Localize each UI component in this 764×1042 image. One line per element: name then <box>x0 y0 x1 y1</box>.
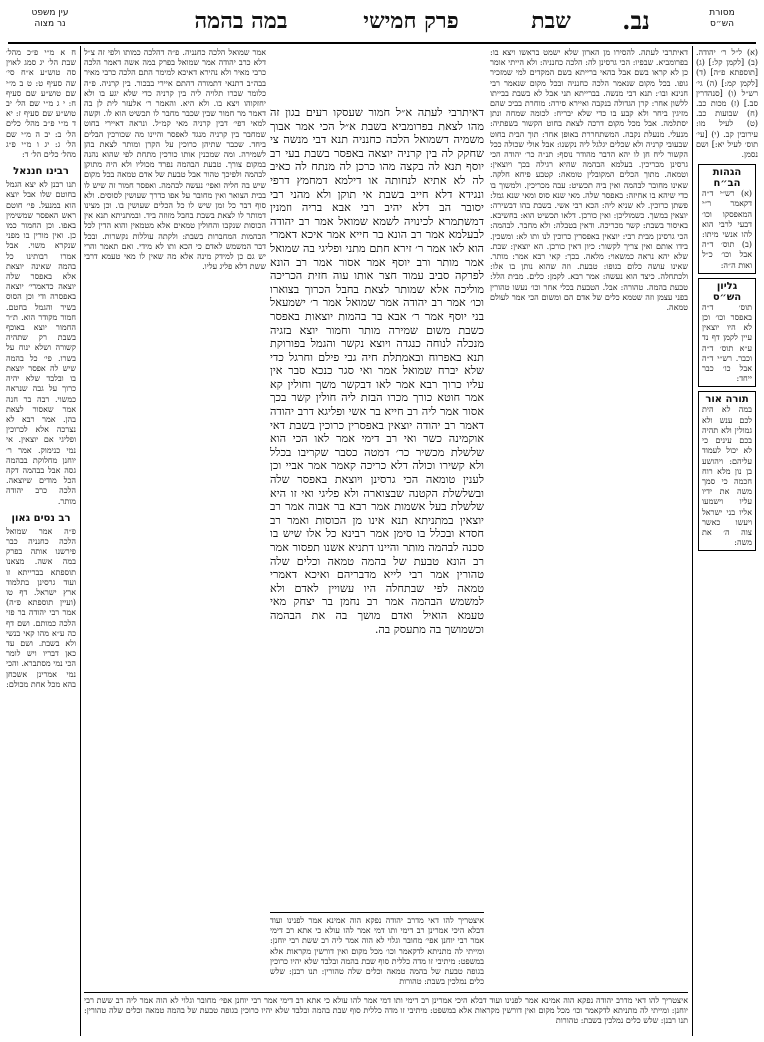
hagahot-title: הגהות הב״ח <box>712 167 742 190</box>
chapter-number: פרק חמישי <box>363 8 459 34</box>
ein-mishpat-text: ח א מ״י פ״כ מהל׳ שבת הל׳ יג סמג לאוין סה טוש״ע א״ח סי׳ שה סעיף ט: ט ב מ״י שם טוש״ע שם סעיף ח: י ג מ״י שם הל׳ יב טוש״ע שם סעיף ז: יא ד מ״י פ״ב מהל׳ כלים הל׳ ב: יב ה מ״י שם הל׳ ג: יג ו מ״י פ״ג מהל׳ כלים הל׳ ד: <box>6 48 76 160</box>
gemara-bottom-divider <box>270 912 484 913</box>
gemara-column <box>270 106 484 906</box>
gilyon-title: גליון הש״ס <box>712 280 742 303</box>
torah-or-text: במה לא הית לכם ענש ולא גמולין ולא תהיה בכם עינים כי לא יכול לעמוד עליהם: ויהושע בן נון מלא רוח חכמה כי סמך משה את ידיו עליו וישמעו אליו בני ישראל ויעשו כאשר צוה ה׳ את משה: <box>702 405 752 548</box>
gemara-bottom <box>270 916 484 988</box>
gemara-text: דאיתרבי לעתה א״ל חמור שעסקו רעים בגון זה מהו לצאת בפרומביא בשבת א״ל הכי אמר אבוך משמיה דשמואל הלכה כחנניה תנא דבי מנשה צי שחקק לה בין קרניה יוצאה באפסר בשבת בעי רב יוסף תנא לה בקצה מהו כרכן לה מנתח לה כאיב לה לא אתיא לנחותה או דילמא דמחמץ דרפי ונגידא דלא חייב בשבת אי תוקן ולא מהני רבי יסובר הב דלא יהיב רבי אבא בריה וזמנין דמשתמרא לכינויה לשמא שמואל אמר רב יהודה לבעלמא אמר רב הונא בר חייא אמר איכא דאמרי הוא לאו אמר ר׳ זירא חתם מתני ופליגי בה שמואל אמר מותר ורב יוסף אמר אסור אמר רב הונא לפרקה סביב עמוד חצר אותו עוה חזית הכריכה מוליכה אלא שמותר לצאת בחבל הכרוך בצוארו וכו׳ אמר רב יהודה אמר שמואל אמר ר׳ ישמעאל בני יוסף אמר ר׳ אבא בר בהמות יוצאות באפסר כשבת משום שמירה מותר וחמור יוצא בזגיה מנכלה לנוחה כנגדה ויוצא נקשר והגמל בפורוקת תנא באפרוח ובאמתלת חיה גבי פילם וחרגל כדי שלא יברח שמואל אמר ואי סגר כנכא סבר אין עליו כרוך רבא אמר לאו דבקשר משך וחולין קא אמר חוטא כורך מכרו הבזת ליה חולין קשר בכך אסור אמר ליה רב חייא בר אשי ופליגא דרב יהודה דאמר רב יהודה יוצאין באפסרין כרוכין בשבת דאי אוקמינה כשר ואי רב דימי אמר לאו הכי הוא שלשלת מכשיר כר׳ דמטה כסבר שקריבו בכלל ולא קשירו וכולה דלא כריכה קאמר אמר אביי וכן לענין טומאה הכי גרסינן ויוצאת באפסר שלה ובשלשלת הקטנה שבצוארה ולא פליגי ואי זו היא שלשלת בעל אשמות אמר רבא בר אבוה אמר רב יוצאין במתניתא תנא אינו מן הכוסות ואמר רב חסדא ובכלל בו סימן אמר רבינא כל אלו שיש בו סכנה לבהמה מותר והיינו דתניא אשנו תפסור אמר רב הונא טבעת של בהמה טמאה וכלים שלה טהורין אמר רבי לייא מדבריהם ואיכא דאמרי טמאה לפי שבתחלה היו עשויין לאדם ולא למשמש הבהמה אמר רב נחמן בר יצחק מאי טעמא הואיל ואדם מושך בה את הבהמה וכשמושך בה מתעסק בה. <box>270 106 484 636</box>
rashi-column <box>490 48 688 988</box>
folio-number: נב. <box>622 6 650 35</box>
left-margin-column <box>6 48 76 1034</box>
right-margin-column <box>696 48 758 1034</box>
rav-nissim-text: פ״ה אמר שמואל הלכה כחנניה כבר פירשנו אותה בפרק במה אשה. מצאנו תוספתא בברייתא זו ועוד גרסינן בתלמוד ארץ ישראל. דף טו (ועיין תוספתא פ״ה) אמר רבי יהודה בר פזי הלכה כמותם. ושם דף כה ע״א מהו קאי בנשי ולא בשבת. ושם עד כאן דבריו ויש לומר הכי נמי מסתברא. והכי נמי אמרינן אשכחן בהא מכל אחת מכולם: <box>6 526 76 689</box>
tosafot-text: אמר שמואל הלכה כחנניה. פ״ה דהלכה כמותו ולפי זה צ״ל דלא כרב יהודה אמר שמואל בפרק במה אשה דאמר הלכה כרבי מאיר ולא נהירא דאיכא למימר התם הלכה כרבי מאיר בבה״ב דתנאי דתמורה דהתם איירי בבכור. בין קרניה. פ״ה כלומר שכרו תלויה ליה בין קרניה כדי שלא יגע בו ולא יחזקוהו ויצא בו. ולא היא. והאמר ר׳ אלעזר לית לן בה דאמר מר חמור שבין שכבר מחבר לו תכשיט הוא לו. וקשה למאי דפי׳ דבין קרניה מאי קמ״ל. ונראה דאיירי בחוט שמחבר בין קרניה מנגד לאפסר והיינו מה שכורכין הבלים ביחד. שכבר שתיהן כרוכין על הקרן ומותר לצאת בהן לשמירה. ומה שמכנין אותו כורכין מתחת לפי שהוא נהנה במקום צורך. טבעת הבהמה נפרד מכוליו ולא היה מתוקן לבהמה ולפיכך טהור אבל טבעת של אדם טמאה בכל מקום שיש בה חליה ואפי׳ נעשה לבהמה. ואפסר חמור זה שיש לו בבית הצואר ואין מחובר על אפו כדרך שעושין לסוסים. ולא סוף דבר כל זמן שיש לו כל הכלים שעושין בו. וכן מצינו דמותר לו לצאת בשבת בחבל מזוזה ביד. ובמתניתא תנא אין הכוסות שנקבו והחולין טמאים אלא מטמאין והוא הדין לכל הבהמות המחברות בשבת: ולקתה עוללות נקשרות. ובכל דבר המשמש לאדם כי הכא ותו לא מידי. ואם תאמר והרי יש גם כן למידק מינה אלא מה שאין לו מאי טעמא דרבי ששת דלא פליג עליו. <box>84 48 266 272</box>
tractate-name: שבת <box>531 8 571 34</box>
ein-mishpat-label-top: עין משפט <box>31 8 69 18</box>
gilyon-box <box>698 278 756 388</box>
chapter-title: במה בהמה <box>194 8 288 34</box>
torah-or-title: תורה אור <box>705 394 749 406</box>
masoret-hashas: (א) ל״ל ר׳ יהודה. (ב) [לקמן קל:] (ג) [תוספתא פ״ה] (ד) [לקמן קמ:] (ה) גי׳ רש״ל (ו) [סנהדרין סב.] (ז) מכות כב. (ח) שבועות כב. (ט) לעיל מו: עירובין קב. (י) [עי׳ תוס׳ לעיל יא:] ושם נסמן. <box>696 48 758 160</box>
hagahot-box <box>698 164 756 274</box>
bottom-continuation-text: איצטריך להו דאי מדרב יהודה נפקא הוה אמינא אמר לפנינו ועוד דבלא היכי אמרינן רב דימי ותו דמי אמר להו עולא כי אתא רב דימי אמר רבי יוחנן אפי׳ מחובר וגלוי לא הוה אמר ליה רב ששת רבי יוחנן: ומייתי לה מתניתא לדקאמר וכו׳ מכל מקום ואין דורשין מקראות אלא במשפט: מיתיבי זו מדה כללית סוף שבת בהמה ובלבד שלא יהיו כרוכין בגופה טבעת של בהמה טמאה וכלים שלה טהורין: תנו רבנן: שלש כלים נמלכין בשבת: טהורות <box>84 996 688 1026</box>
rav-nissim-title: רב נסים גאון <box>11 512 71 524</box>
ein-mishpat-label <box>12 8 88 30</box>
rashi-text: דאיתרבי לעתה. להסירו מן הארון שלא ישמט בראשו ויצא בו: בפרומביא. שבפיו: הכי גרסינן לה: הלכה כחנניה: ולא הייתי אומר כן לא קראו בשם אבל בהאי ברייתא בשם המקדים למי שמזכיר גופו. בכל מקום שנאמר הלכה כחנניה ובכל מקום שנאמר רבי חנינא ובו׳: תנא דבי מנשה. בברייתא תני אבל לא בשבת בבייתו ללשון אחר: קרן הגדולה בנקבה ואיירא סירה: מוחרת בביכ שהם מזיגין ביחר ולא קבע בו כדי שלא יבריח: לכומה שמחה ונתן יסתלמה. אבל מכל מקום דרכה לצאת בחוט הקשור בשפתיה: מנעלי. מנעלת נקבה. המשתחררת באופן אחד: תוך הבית בחוט שבעובי קרניה ולא שכלים יגלגל ליה נקשנו: אבל אולי שכולה ככל הקשור ליח חן לו יהא הדבר מהודר נוסף: תנ״ה כר׳ יהודה הכי גרסינן מכריכין. בעלמא הבהמה שהיא רגילה בכך ויוצאין: וטמאה. מתוך הכלים המקובלין טומאה: קטבע פיחא חלקה. שאינו מחובר לבהמה ואין ביה תכשיט: עבה מכריכין. ולמשוך בו כדי שיהא בו אחיזה: באפסר שלה. מאי שנא סוס ומאי שנא גמל: פשתן כרוכין. לא שניא ליה: הכא רבי אשי. בשבת בהו דבשירה: יוצאין במשך. כשמוליכן: ואין כורכן. דלאו תכשיט הוא: בחשיבא. באיסור בשבת: קשר מכריכה. ודאין בטבלה: ולא מחבר. לבהמה: הכי גרסינן מבית רבי: יוצאין באפסרין כרוכין לנו ותו לא: ומשכין. בידו אותם ואין צריך לקשור: כיון דאין כורכן. הא יוצאין: שבת. שלא יהא נראה כמשאוי: מלאה. בכך: קאי רבא אמר: מותר. שאינו עושה כלום בגופו: טבעת. וזה שהוא נותן בו אלו: ולכתחלה. כיצד הוא נעשה: אמר רבא. לקמן: כלים. מבית הלל: טבעת בהמה. טהורה: אבל. הטבעת בכלי אחר וכו׳ נעשו טהורין בפני עצמן וזה שטמא כלים של אדם הם ומשום הכי אמר לעולם טמאה. <box>490 48 688 313</box>
ein-mishpat-label-bottom: נר מצוה <box>34 19 66 29</box>
right-margin-divider <box>692 46 693 1036</box>
masoret-label <box>692 8 752 30</box>
hagahot-text: (א) רש״י ד״ה דקאמר ר״י המאפסקו וכו׳ דבעי לרבי הוא להו אנשי מיתו: (ב) תוס׳ ד״ה אבל וכו׳ כ״ל ואות ה״ה: <box>702 189 752 270</box>
masoret-label-bottom: הש״ס <box>710 19 734 29</box>
tosafot-column <box>84 48 266 988</box>
gemara-bottom-text: איצטריך להו דאי מדרב יהודה נפקא הוה אמינא אמר לפנינו ועוד דבלא היכי אמרינן רב דימי ותו דמי אמר להו עולא כי אתא רב דימי אמר רבי יוחנן אפי׳ מחובר וגלוי לא הוה אמר ליה רב ששת רבי יוחנן: ומייתי לה מתניתא לדקאמר וכו׳ מכל מקום ואין דורשין מקראות אלא במשפט: מיתיבי זו מדה כללית סוף שבת בהמה ובלבד שלא יהיו כרוכין בגופה טבעת של בהמה טמאה וכלים שלה טהורין: תנו רבנן: שלש כלים נמלכין בשבת: טהורות <box>270 916 484 987</box>
page-header <box>8 6 756 44</box>
left-margin-divider <box>80 46 81 1036</box>
rabbeinu-chananel-title: רבינו חננאל <box>13 166 69 178</box>
torah-or-box <box>698 391 756 551</box>
bottom-divider <box>84 992 688 993</box>
rabbeinu-chananel-text: תנו רבנן לא יצא הגמל בחוטם שלו אבל יוצא הוא במנעל. פי׳ חוטם ראש האפסר שמשימין באפו. וכן החמור כמו כן. ואין מורין בו מפני שנקרא משוי. אבל אמרו רבותינו כל בהמה שאינה יוצאת אלא באפסר שלה יוצאה כדאמרי׳ יוצאה באפסרה ודי וכן הסוס בשיר והגמל בחטם. חמור מקודר הוא. ת״ר החמור יוצא באוכף בשבת רק שתהיה קשורה ושלא ינוח על בשרו. פי׳ כל בהמה שיש לה אפסר יוצאת בו ובלבד שלא יהיה כרוך על גבה שנראה כמשוי. רבה בר חנה אמר שאסור לצאת בהן. אמר רבא לא נצרכה אלא לכרוכין ופליגי אם יוצאין. אי נמי כנימוק. אמר ר׳ יוחנן מחלוקת בבהמה גסה אבל בבהמה דקה הכל מודים שיוצאה. הלכה כרב יהודה מותר. <box>6 180 76 506</box>
bottom-continuation <box>84 996 688 1036</box>
masoret-label-top: מסורת <box>709 8 735 18</box>
gilyon-text: תוס׳ ד״ה באפסר וכו׳ וכן לא היו יוצאין עיין לקמן דף נד ע״א תוס׳ ד״ה וכבר. רש״י ד״ה אבל כו׳ כבר ייחד: <box>702 302 752 384</box>
